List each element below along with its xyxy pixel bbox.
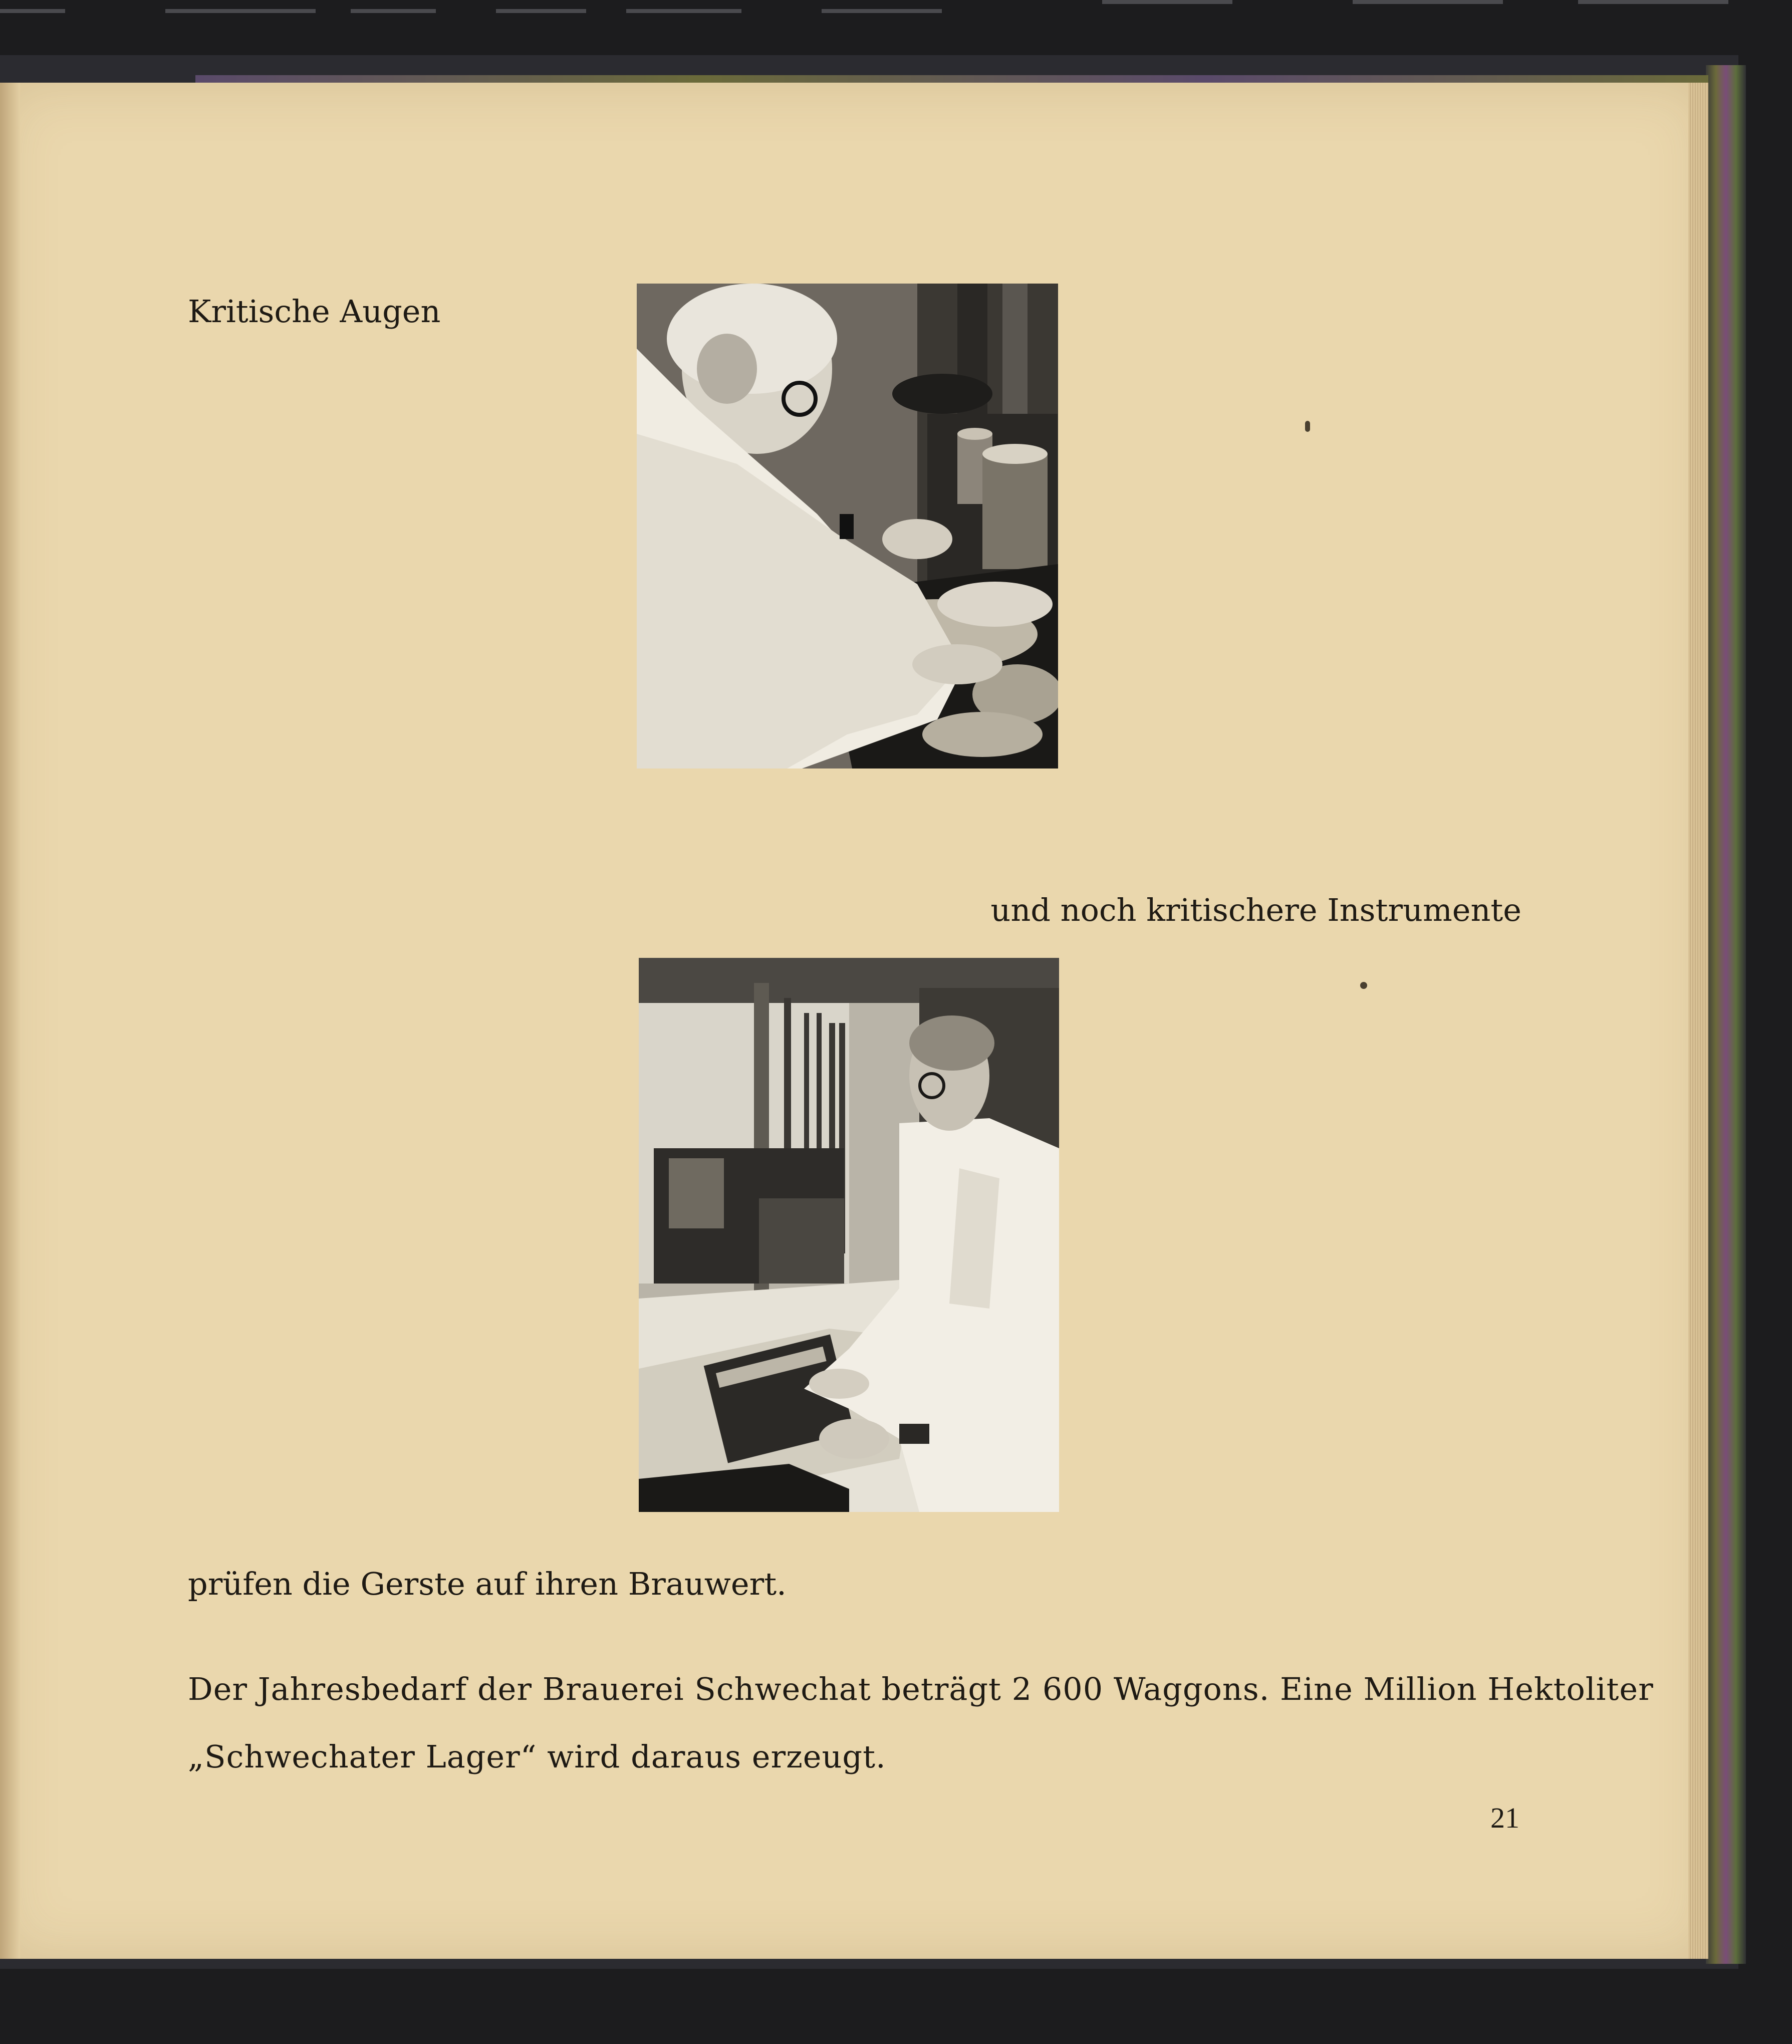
caption-bottom: prüfen die Gerste auf ihren Brauwert. <box>188 1566 787 1602</box>
body-text-line-2: „Schwechater Lager“ wird daraus erzeugt. <box>188 1738 886 1775</box>
body-text-line-1: Der Jahresbedarf der Brauerei Schwechat beträgt 2 600 Waggons. Eine Million Hektoliter <box>188 1671 1654 1707</box>
photo-man-inspecting-barley <box>637 284 1058 769</box>
top-edge-marks <box>0 0 1792 30</box>
book-cover-marbled-edge <box>1706 65 1746 1964</box>
page-number: 21 <box>1490 1802 1519 1834</box>
paper-speck <box>1305 421 1310 432</box>
photo-man-with-instruments <box>639 958 1059 1512</box>
page-stack-edges <box>1688 83 1708 1959</box>
page-gutter <box>0 83 20 1959</box>
caption-middle: und noch kritischere Instrumente <box>990 892 1521 928</box>
caption-top: Kritische Augen <box>188 293 441 330</box>
paper-speck <box>1360 982 1367 989</box>
